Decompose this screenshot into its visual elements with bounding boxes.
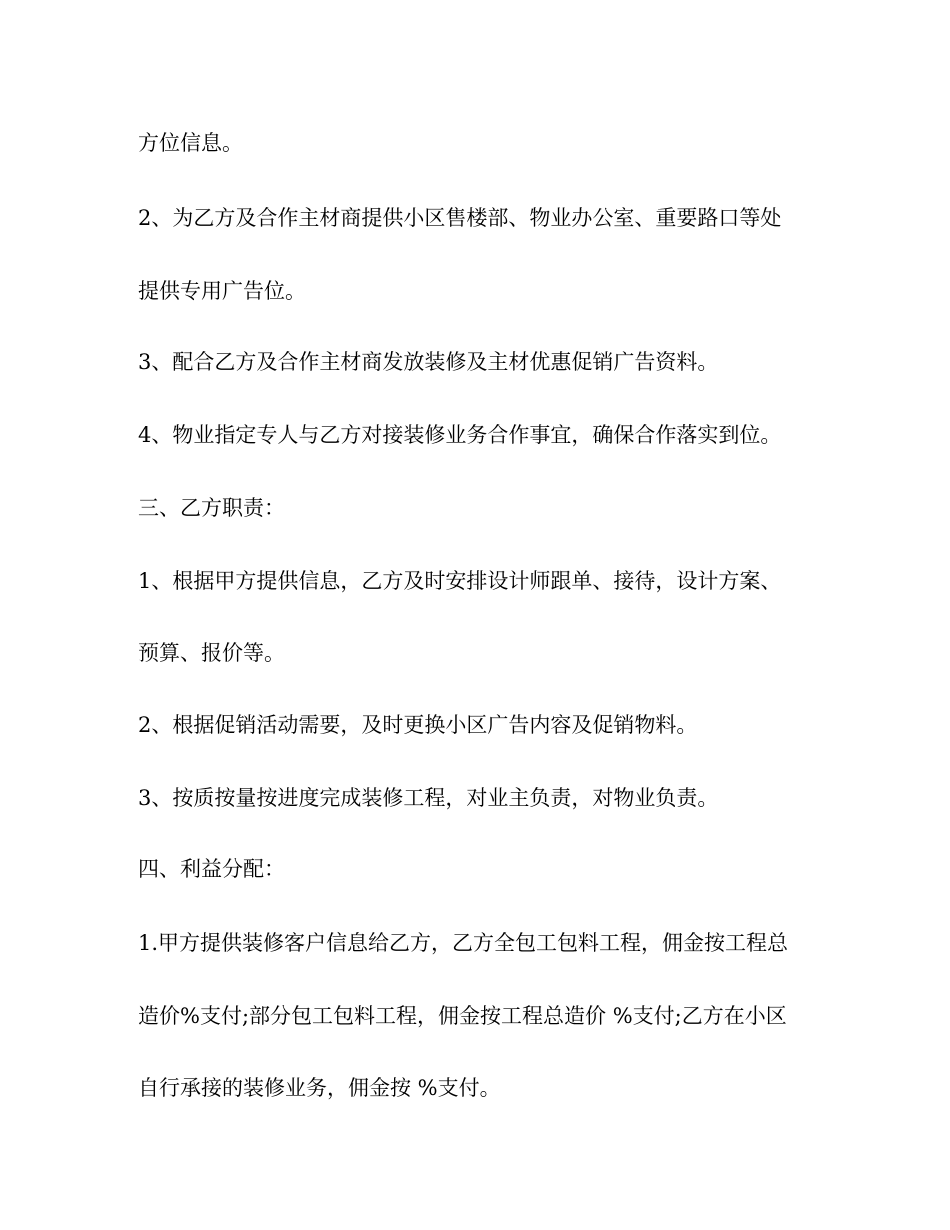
text-line-item-4-liaison: 4、物业指定专人与乙方对接装修业务合作事宜，确保合作落实到位。 [138,423,782,447]
section-heading-profit-distribution: 四、利益分配： [138,857,285,881]
text-line-duty-3-quality: 3、按质按量按进度完成装修工程，对业主负责，对物业负责。 [138,786,719,810]
section-heading-party-b-duties: 三、乙方职责： [138,496,285,520]
text-line-profit-1-end: 自行承接的装修业务，佣金按 %支付。 [138,1076,501,1100]
text-line-item-2-continuation: 提供专用广告位。 [138,279,306,303]
text-line-item-2-ad-space: 2、为乙方及合作主材商提供小区售楼部、物业办公室、重要路口等处 [138,206,782,230]
text-line-item-3-promotion: 3、配合乙方及合作主材商发放装修及主材优惠促销广告资料。 [138,350,719,374]
text-line-duty-1-continuation: 预算、报价等。 [138,641,285,665]
text-line-continuation-location-info: 方位信息。 [138,131,243,155]
text-line-duty-1-design: 1、根据甲方提供信息，乙方及时安排设计师跟单、接待，设计方案、 [138,569,782,593]
text-line-duty-2-materials: 2、根据促销活动需要，及时更换小区广告内容及促销物料。 [138,713,698,737]
text-line-profit-1-continuation: 造价%支付;部分包工包料工程，佣金按工程总造价 %支付;乙方在小区 [138,1004,787,1028]
text-line-profit-1-commission: 1.甲方提供装修客户信息给乙方，乙方全包工包料工程，佣金按工程总 [138,931,789,955]
